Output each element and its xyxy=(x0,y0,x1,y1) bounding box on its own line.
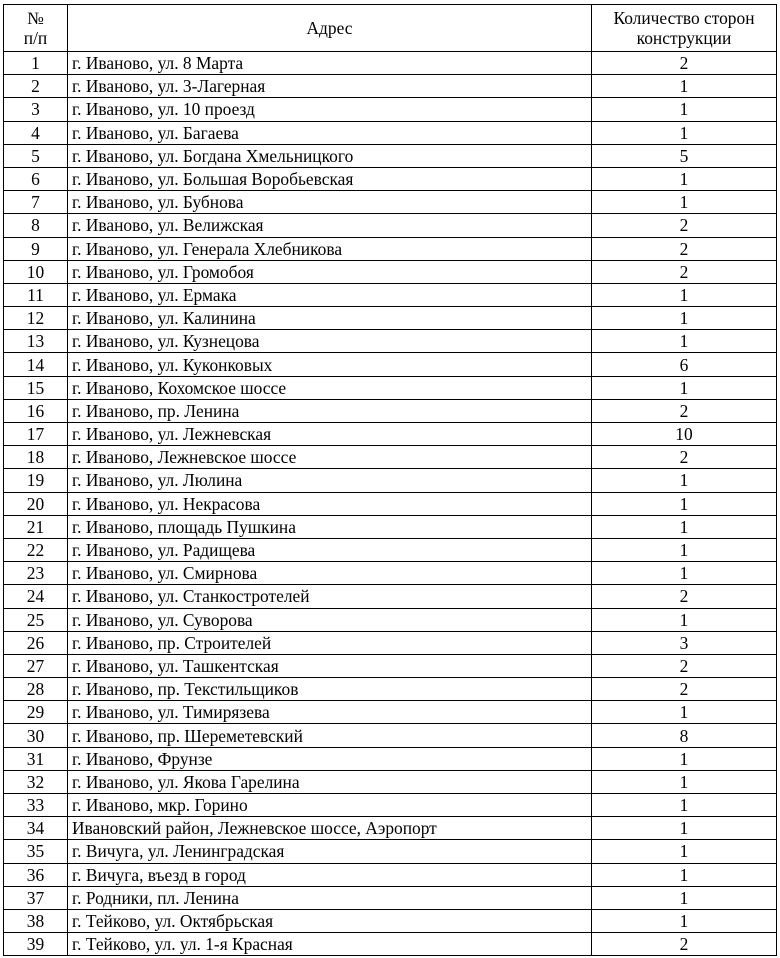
row-address: г. Иваново, пр. Строителей xyxy=(68,631,592,654)
row-sides-count: 1 xyxy=(592,747,777,770)
row-sides-count: 2 xyxy=(592,446,777,469)
row-address: г. Вичуга, ул. Ленинградская xyxy=(68,840,592,863)
row-sides-count: 1 xyxy=(592,562,777,585)
row-sides-count: 1 xyxy=(592,307,777,330)
row-number: 17 xyxy=(4,423,68,446)
table-row xyxy=(4,654,777,677)
row-sides-count: 1 xyxy=(592,863,777,886)
row-sides-count: 2 xyxy=(592,933,777,956)
row-address: г. Иваново, ул. Велижская xyxy=(68,214,592,237)
row-sides-count: 1 xyxy=(592,515,777,538)
row-number: 20 xyxy=(4,492,68,515)
row-sides-count: 6 xyxy=(592,353,777,376)
row-sides-count: 1 xyxy=(592,469,777,492)
row-number: 14 xyxy=(4,353,68,376)
row-sides-count: 5 xyxy=(592,144,777,167)
row-address: г. Иваново, площадь Пушкина xyxy=(68,515,592,538)
table-row xyxy=(4,75,777,98)
row-number: 15 xyxy=(4,376,68,399)
table-row xyxy=(4,863,777,886)
row-sides-count: 1 xyxy=(592,770,777,793)
row-sides-count: 1 xyxy=(592,817,777,840)
table-row xyxy=(4,399,777,422)
row-number: 21 xyxy=(4,515,68,538)
row-sides-count: 1 xyxy=(592,376,777,399)
table-row xyxy=(4,191,777,214)
table-row xyxy=(4,260,777,283)
row-address: г. Иваново, ул. Суворова xyxy=(68,608,592,631)
row-address: г. Иваново, ул. Лежневская xyxy=(68,423,592,446)
row-number: 10 xyxy=(4,260,68,283)
table-row xyxy=(4,167,777,190)
row-address: г. Иваново, пр. Шереметевский xyxy=(68,724,592,747)
row-address: г. Иваново, пр. Ленина xyxy=(68,399,592,422)
row-number: 23 xyxy=(4,562,68,585)
row-number: 28 xyxy=(4,678,68,701)
row-number: 35 xyxy=(4,840,68,863)
row-sides-count: 1 xyxy=(592,840,777,863)
table-row xyxy=(4,678,777,701)
row-number: 16 xyxy=(4,399,68,422)
row-sides-count: 1 xyxy=(592,909,777,932)
row-sides-count: 2 xyxy=(592,260,777,283)
row-number: 30 xyxy=(4,724,68,747)
row-address: г. Иваново, ул. Генерала Хлебникова xyxy=(68,237,592,260)
row-address: г. Иваново, ул. 8 Марта xyxy=(68,52,592,75)
table-row xyxy=(4,376,777,399)
table-header xyxy=(4,5,777,52)
row-number: 18 xyxy=(4,446,68,469)
row-number: 4 xyxy=(4,121,68,144)
row-sides-count: 1 xyxy=(592,330,777,353)
row-address: г. Иваново, ул. Громобоя xyxy=(68,260,592,283)
header-address: Адрес xyxy=(68,5,592,52)
row-sides-count: 2 xyxy=(592,654,777,677)
row-number: 27 xyxy=(4,654,68,677)
row-sides-count: 2 xyxy=(592,585,777,608)
table-body xyxy=(4,52,777,956)
row-sides-count: 1 xyxy=(592,191,777,214)
header-sides-count: Количество сторон конструкции xyxy=(592,5,777,52)
row-sides-count: 1 xyxy=(592,167,777,190)
row-sides-count: 2 xyxy=(592,678,777,701)
table-row xyxy=(4,886,777,909)
row-address: г. Иваново, ул. Станкостротелей xyxy=(68,585,592,608)
row-address: г. Тейково, ул. ул. 1-я Красная xyxy=(68,933,592,956)
table-row xyxy=(4,538,777,561)
row-number: 37 xyxy=(4,886,68,909)
row-address: г. Иваново, ул. Ермака xyxy=(68,283,592,306)
row-sides-count: 10 xyxy=(592,423,777,446)
row-number: 7 xyxy=(4,191,68,214)
table-row xyxy=(4,423,777,446)
row-number: 6 xyxy=(4,167,68,190)
row-address: Ивановский район, Лежневское шоссе, Аэропорт xyxy=(68,817,592,840)
row-sides-count: 1 xyxy=(592,98,777,121)
row-number: 36 xyxy=(4,863,68,886)
table-row xyxy=(4,330,777,353)
table-row xyxy=(4,909,777,932)
table-row xyxy=(4,562,777,585)
header-number-abbr: п/п xyxy=(23,28,48,48)
table-row xyxy=(4,701,777,724)
table-row xyxy=(4,747,777,770)
row-sides-count: 2 xyxy=(592,52,777,75)
row-address: г. Вичуга, въезд в город xyxy=(68,863,592,886)
row-sides-count: 1 xyxy=(592,794,777,817)
table-row xyxy=(4,214,777,237)
table-row xyxy=(4,817,777,840)
table-row xyxy=(4,446,777,469)
row-address: г. Тейково, ул. Октябрьская xyxy=(68,909,592,932)
row-address: г. Иваново, Кохомское шоссе xyxy=(68,376,592,399)
row-number: 9 xyxy=(4,237,68,260)
table-row xyxy=(4,307,777,330)
header-number-symbol: № xyxy=(27,8,44,28)
row-number: 25 xyxy=(4,608,68,631)
row-number: 5 xyxy=(4,144,68,167)
table-row xyxy=(4,98,777,121)
table-row xyxy=(4,353,777,376)
row-number: 11 xyxy=(4,283,68,306)
table-row xyxy=(4,237,777,260)
row-sides-count: 1 xyxy=(592,75,777,98)
row-address: г. Иваново, ул. 3-Лагерная xyxy=(68,75,592,98)
row-number: 38 xyxy=(4,909,68,932)
row-sides-count: 2 xyxy=(592,399,777,422)
row-sides-count: 1 xyxy=(592,538,777,561)
row-number: 22 xyxy=(4,538,68,561)
row-number: 12 xyxy=(4,307,68,330)
row-sides-count: 1 xyxy=(592,283,777,306)
row-address: г. Родники, пл. Ленина xyxy=(68,886,592,909)
row-address: г. Иваново, ул. Большая Воробьевская xyxy=(68,167,592,190)
row-number: 13 xyxy=(4,330,68,353)
table-row xyxy=(4,933,777,956)
row-number: 33 xyxy=(4,794,68,817)
row-number: 31 xyxy=(4,747,68,770)
row-address: г. Иваново, ул. Кузнецова xyxy=(68,330,592,353)
row-number: 8 xyxy=(4,214,68,237)
row-address: г. Иваново, ул. Бубнова xyxy=(68,191,592,214)
row-number: 19 xyxy=(4,469,68,492)
row-address: г. Иваново, ул. Люлина xyxy=(68,469,592,492)
row-address: г. Иваново, ул. Куконковых xyxy=(68,353,592,376)
row-sides-count: 1 xyxy=(592,492,777,515)
row-address: г. Иваново, мкр. Горино xyxy=(68,794,592,817)
header-row xyxy=(4,5,777,52)
row-sides-count: 2 xyxy=(592,214,777,237)
row-address: г. Иваново, ул. Ташкентская xyxy=(68,654,592,677)
row-number: 26 xyxy=(4,631,68,654)
header-number xyxy=(4,5,68,52)
row-number: 3 xyxy=(4,98,68,121)
table-row xyxy=(4,469,777,492)
row-address: г. Иваново, Лежневское шоссе xyxy=(68,446,592,469)
row-number: 24 xyxy=(4,585,68,608)
row-number: 32 xyxy=(4,770,68,793)
row-number: 1 xyxy=(4,52,68,75)
row-address: г. Иваново, ул. Некрасова xyxy=(68,492,592,515)
table-row xyxy=(4,144,777,167)
row-sides-count: 1 xyxy=(592,121,777,144)
row-sides-count: 8 xyxy=(592,724,777,747)
row-number: 34 xyxy=(4,817,68,840)
table-row xyxy=(4,770,777,793)
row-address: г. Иваново, ул. Богдана Хмельницкого xyxy=(68,144,592,167)
row-number: 29 xyxy=(4,701,68,724)
table-row xyxy=(4,515,777,538)
row-sides-count: 2 xyxy=(592,237,777,260)
table-row xyxy=(4,52,777,75)
row-sides-count: 1 xyxy=(592,608,777,631)
row-address: г. Иваново, ул. Смирнова xyxy=(68,562,592,585)
row-address: г. Иваново, ул. Радищева xyxy=(68,538,592,561)
row-address: г. Иваново, ул. Якова Гарелина xyxy=(68,770,592,793)
table-row xyxy=(4,631,777,654)
row-number: 39 xyxy=(4,933,68,956)
row-sides-count: 1 xyxy=(592,701,777,724)
row-address: г. Иваново, Фрунзе xyxy=(68,747,592,770)
row-sides-count: 1 xyxy=(592,886,777,909)
table-row xyxy=(4,121,777,144)
table-row xyxy=(4,492,777,515)
table-row xyxy=(4,283,777,306)
row-address: г. Иваново, ул. Багаева xyxy=(68,121,592,144)
table-row xyxy=(4,840,777,863)
table-row xyxy=(4,794,777,817)
row-address: г. Иваново, ул. 10 проезд xyxy=(68,98,592,121)
row-address: г. Иваново, ул. Калинина xyxy=(68,307,592,330)
row-number: 2 xyxy=(4,75,68,98)
row-address: г. Иваново, пр. Текстильщиков xyxy=(68,678,592,701)
table-row xyxy=(4,724,777,747)
table-row xyxy=(4,585,777,608)
address-table xyxy=(3,4,777,956)
row-sides-count: 3 xyxy=(592,631,777,654)
row-address: г. Иваново, ул. Тимирязева xyxy=(68,701,592,724)
table-row xyxy=(4,608,777,631)
